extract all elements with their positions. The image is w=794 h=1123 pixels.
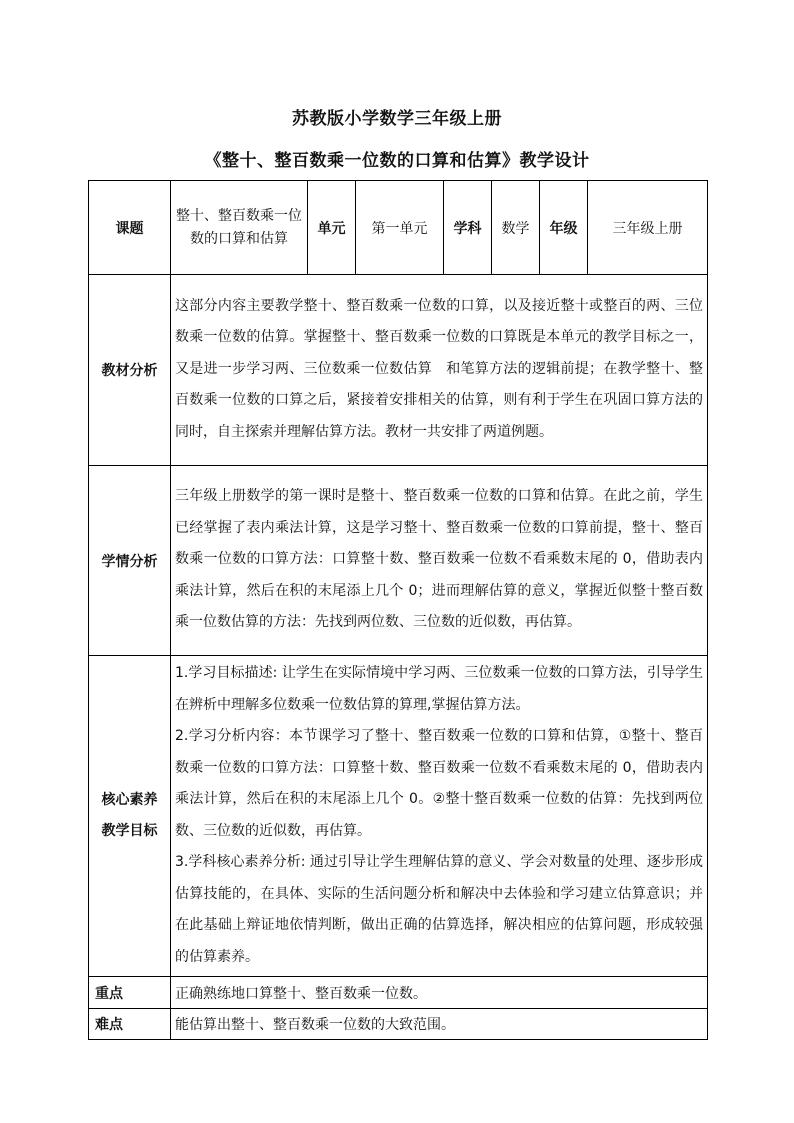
topic-label: 课题 bbox=[89, 181, 171, 275]
subject-value: 数学 bbox=[492, 181, 540, 275]
difficulty-label: 难点 bbox=[89, 1009, 171, 1040]
goals-text bbox=[171, 656, 708, 977]
material-text: 这部分内容主要教学整十、整百数乘一位数的口算，以及接近整十或整百的两、三位数乘一位数的估算。掌握整十、整百数乘一位数的口算既是本单元的教学目标之一，又是进一步学习两、三位数乘一位数估算 和笔算方法的逻辑前提；在教学整十、整百数乘一位数的口算之后，紧接着安排相关的估算，则有利于学生在巩固口算方法的同时，自主探索并理解估算方法。教材一共安排了两道例题。 bbox=[171, 275, 708, 466]
goal-item-3: 3.学科核心素养分析: 通过引导让学生理解估算的意义、学会对数量的处理、逐步形成估算技能的，在具体、实际的生活问题分析和解决中去体验和学习建立估算意识；并在此基础上辩证地依情判断，做出正确的估算选择，解决相应的估算问题，形成较强的估算素养。 bbox=[175, 854, 703, 965]
goals-label-line2: 教学目标 bbox=[101, 823, 158, 839]
subject-label: 学科 bbox=[444, 181, 492, 275]
grade-label: 年级 bbox=[540, 181, 588, 275]
key-point-label: 重点 bbox=[89, 977, 171, 1009]
unit-label: 单元 bbox=[308, 181, 356, 275]
key-point-text: 正确熟练地口算整十、整百数乘一位数。 bbox=[171, 977, 708, 1009]
lesson-plan-table bbox=[88, 180, 708, 1040]
document-subtitle: 《整十、整百数乘一位数的口算和估算》教学设计 bbox=[204, 151, 590, 171]
learner-row bbox=[89, 466, 708, 656]
material-label: 教材分析 bbox=[89, 275, 171, 466]
goal-item-2: 2.学习分析内容：本节课学习了整十、整百数乘一位数的口算和估算，①整十、整百数乘一位数的口算方法：口算整十数、整百数乘一位数不看乘数末尾的 0，借助表内乘法计算，然后在积的末尾添上几个 0。②整十整百数乘一位数的估算：先找到两位数、三位数的近似数，再估算。 bbox=[175, 728, 703, 839]
learner-label: 学情分析 bbox=[89, 466, 171, 656]
difficulty-row bbox=[89, 1009, 708, 1040]
goals-label bbox=[89, 656, 171, 977]
material-row bbox=[89, 275, 708, 466]
grade-value: 三年级上册 bbox=[588, 181, 708, 275]
topic-value: 整十、整百数乘一位数的口算和估算 bbox=[171, 181, 308, 275]
goals-row bbox=[89, 656, 708, 977]
document-title: 苏教版小学数学三年级上册 bbox=[292, 109, 502, 129]
difficulty-text: 能估算出整十、整百数乘一位数的大致范围。 bbox=[171, 1009, 708, 1040]
key-point-row bbox=[89, 977, 708, 1009]
header-row bbox=[89, 181, 708, 275]
learner-text: 三年级上册数学的第一课时是整十、整百数乘一位数的口算和估算。在此之前，学生已经掌握了表内乘法计算，这是学习整十、整百数乘一位数的口算前提，整十、整百数乘一位数的口算方法：口算整十数、整百数乘一位数不看乘数末尾的 0，借助表内乘法计算，然后在积的末尾添上几个 0；进而理解估算的意义，掌握近似整十整百数乘一位数估算的方法：先找到两位数、三位数的近似数，再估算。 bbox=[171, 466, 708, 656]
goal-item-1: 1.学习目标描述: 让学生在实际情境中学习两、三位数乘一位数的口算方法，引导学生在辨析中理解多位数乘一位数估算的算理,掌握估算方法。 bbox=[175, 665, 703, 713]
goals-label-line1: 核心素养 bbox=[101, 792, 158, 808]
unit-value: 第一单元 bbox=[356, 181, 444, 275]
